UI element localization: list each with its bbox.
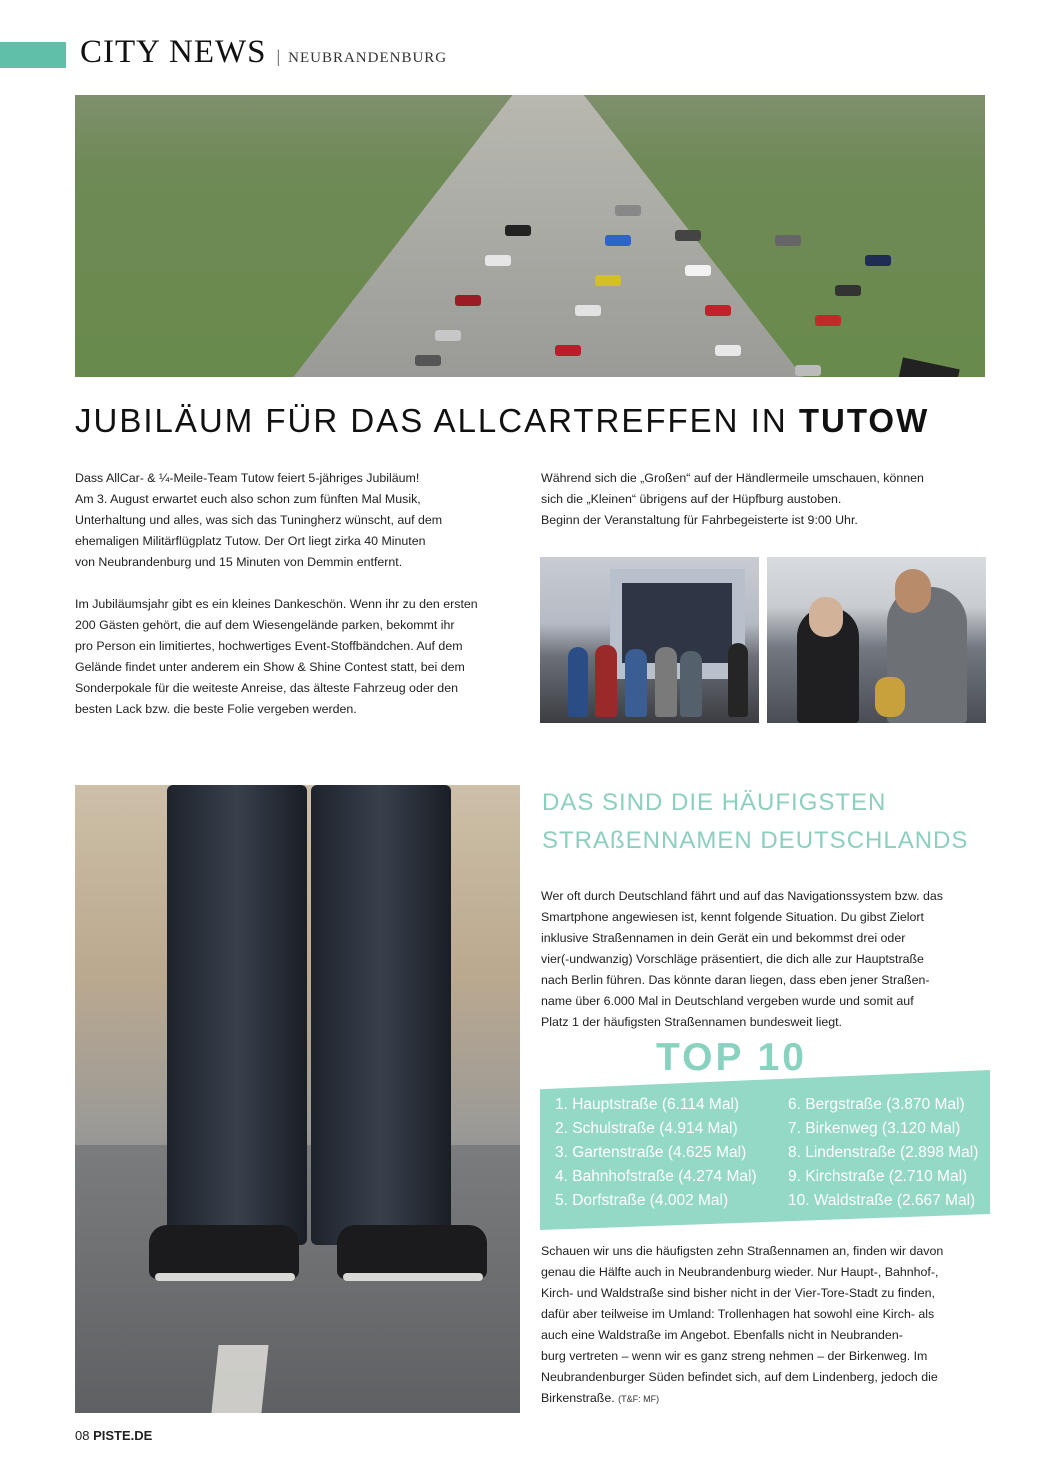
photo-person-on-street [75, 785, 520, 1413]
list-item: 4. Bahnhofstraße (4.274 Mal) [555, 1168, 757, 1185]
section-city: NEUBRANDENBURG [288, 50, 448, 66]
list-item: 9. Kirchstraße (2.710 Mal) [788, 1168, 968, 1185]
text-line: nach Berlin führen. Das könnte daran liegen, dass eben jener Straßen- [541, 973, 930, 987]
article-title [75, 402, 929, 440]
text-line: genau die Hälfte auch in Neubrandenburg wieder. Nur Haupt-, Bahnhof-, [541, 1265, 939, 1279]
text-line: Platz 1 der häufigsten Straßennamen bundesweit liegt. [541, 1015, 842, 1029]
section-separator: | [276, 46, 281, 66]
text-line-last: Birkenstraße. [541, 1391, 615, 1405]
truck [894, 357, 959, 377]
text-line: pro Person ein limitiertes, hochwertiges Event-Stoffbändchen. Auf dem [75, 639, 463, 653]
article-title-prefix: JUBILÄUM FÜR DAS ALLCARTREFFEN IN [75, 402, 799, 439]
text-line: auch eine Waldstraße im Angebot. Ebenfalls nicht in Neubranden- [541, 1328, 903, 1342]
text-line: Sonderpokale für die weiteste Anreise, das älteste Fahrzeug oder den [75, 681, 458, 695]
text-line: von Neubrandenburg und 15 Minuten von Demmin entfernt. [75, 555, 403, 569]
text-line: vier(-undwanzig) Vorschläge präsentiert, die dich alle zur Hauptstraße [541, 952, 924, 966]
text-line: Am 3. August erwartet euch also schon zum fünften Mal Musik, [75, 492, 421, 506]
list-item: 10. Waldstraße (2.667 Mal) [788, 1192, 976, 1209]
article2-heading [542, 784, 968, 860]
article2-intro [541, 886, 1001, 1033]
top10-list-left [555, 1093, 757, 1213]
text-line: Dass AllCar- & ¼-Meile-Team Tutow feiert 5-jähriges Jubiläum! [75, 471, 420, 485]
text-line: Im Jubiläumsjahr gibt es ein kleines Dankeschön. Wenn ihr zu den ersten [75, 597, 478, 611]
author-credit: (T&F: MF) [618, 1394, 660, 1404]
article1-column-left [75, 468, 525, 720]
text-line [541, 1388, 1001, 1410]
text-line: Unterhaltung und alles, was sich das Tuningherz wünscht, auf dem [75, 513, 443, 527]
page-number: 08 [75, 1428, 90, 1443]
list-item: 6. Bergstraße (3.870 Mal) [788, 1096, 965, 1113]
article2-heading-line2: STRAßENNAMEN DEUTSCHLANDS [542, 827, 969, 854]
article-title-highlight: TUTOW [798, 402, 930, 439]
text-line: Wer oft durch Deutschland fährt und auf das Navigationssystem bzw. das [541, 889, 943, 903]
text-line: inklusive Straßennamen in dein Gerät ein und bekommst drei oder [541, 931, 906, 945]
footer-brand: PISTE.DE [93, 1428, 153, 1443]
article2-heading-line1: DAS SIND DIE HÄUFIGSTEN [542, 789, 887, 816]
text-line: besten Lack bzw. die beste Folie vergeben werden. [75, 702, 357, 716]
article2-outro [541, 1241, 1001, 1410]
text-line: Schauen wir uns die häufigsten zehn Straßennamen an, finden wir davon [541, 1244, 944, 1258]
event-photo-stage [540, 557, 759, 723]
list-item: 5. Dorfstraße (4.002 Mal) [555, 1192, 729, 1209]
list-item: 7. Birkenweg (3.120 Mal) [788, 1120, 961, 1137]
section-header [80, 34, 447, 71]
text-line: Neubrandenburger Süden befindet sich, auf dem Lindenberg, jedoch die [541, 1370, 938, 1384]
text-line: burg vertreten – wenn wir es ganz streng nehmen – der Birkenweg. Im [541, 1349, 928, 1363]
text-line: dafür aber teilweise im Umland: Trollenhagen hat sowohl eine Kirch- als [541, 1307, 935, 1321]
top10-list-right [788, 1093, 978, 1213]
left-leg [167, 785, 307, 1245]
right-leg [311, 785, 451, 1245]
section-title: CITY NEWS [80, 34, 267, 70]
text-line: name über 6.000 Mal in Deutschland vergeben wurde und somit auf [541, 994, 914, 1008]
left-shoe [149, 1225, 299, 1279]
right-shoe [337, 1225, 487, 1279]
text-line: Während sich die „Großen“ auf der Händlermeile umschauen, können [541, 471, 924, 485]
text-line: ehemaligen Militärflügplatz Tutow. Der Ort liegt zirka 40 Minuten [75, 534, 426, 548]
runway-shape [293, 95, 803, 377]
text-line: Kirch- und Waldstraße sind bisher nicht in der Vier-Tore-Stadt zu finden, [541, 1286, 935, 1300]
text-line: Gelände findet unter anderem ein Show & Shine Contest statt, bei dem [75, 660, 465, 674]
top10-title: TOP 10 [656, 1036, 807, 1079]
list-item: 8. Lindenstraße (2.898 Mal) [788, 1144, 979, 1161]
page-footer [75, 1428, 152, 1443]
event-photo-trophy [767, 557, 986, 723]
text-line: Smartphone angewiesen ist, kennt folgende Situation. Du gibst Zielort [541, 910, 924, 924]
list-item: 1. Hauptstraße (6.114 Mal) [555, 1096, 740, 1113]
text-line: sich die „Kleinen“ übrigens auf der Hüpfburg austoben. [541, 492, 842, 506]
list-item: 2. Schulstraße (4.914 Mal) [555, 1120, 738, 1137]
list-item: 3. Gartenstraße (4.625 Mal) [555, 1144, 747, 1161]
text-line: Beginn der Veranstaltung für Fahrbegeisterte ist 9:00 Uhr. [541, 513, 858, 527]
article1-column-right [541, 468, 991, 531]
text-line: 200 Gästen gehört, die auf dem Wiesengelände parken, bekommt ihr [75, 618, 455, 632]
section-color-bar [0, 42, 66, 68]
hero-photo-car-meeting [75, 95, 985, 377]
